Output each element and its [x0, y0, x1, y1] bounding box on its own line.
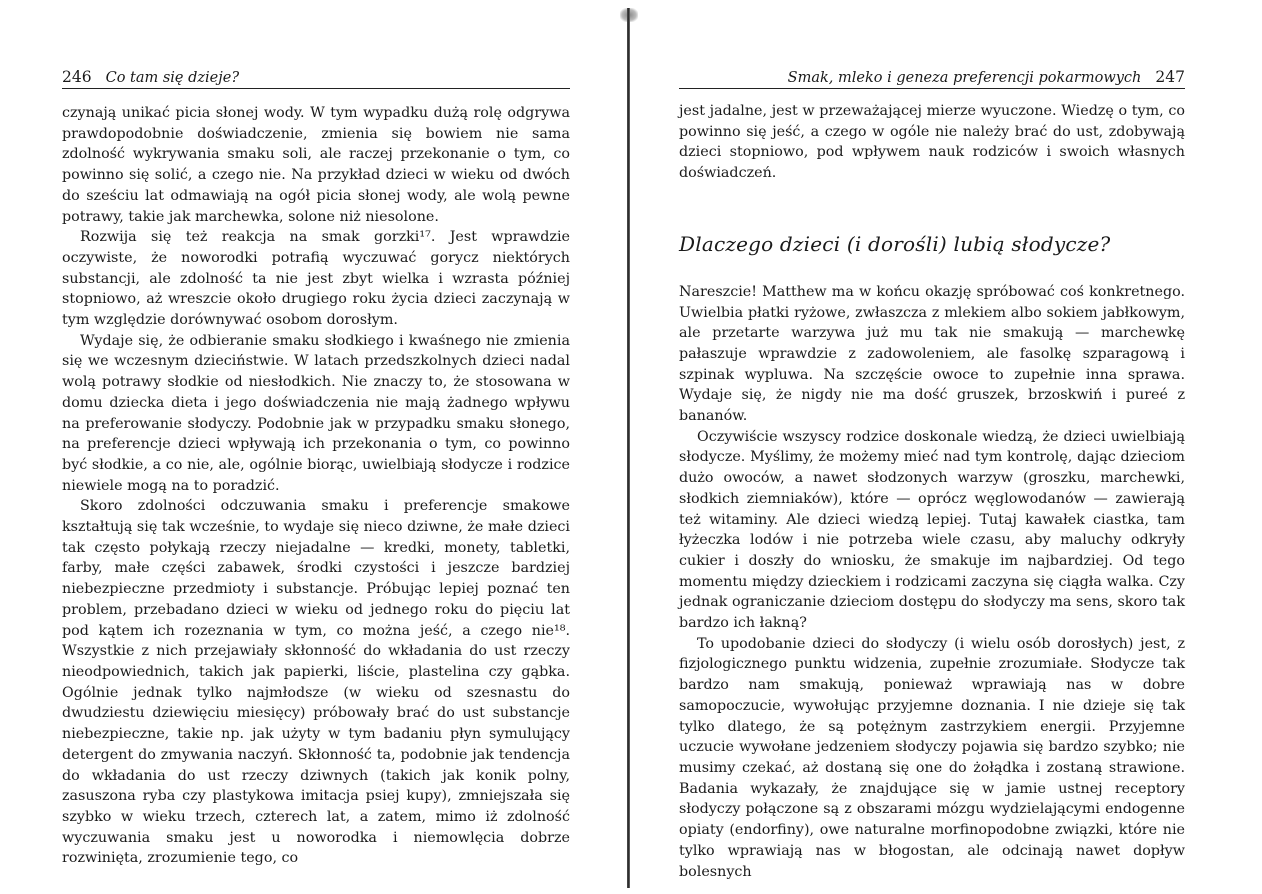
left-page — [62, 62, 570, 869]
running-head: Smak, mleko i geneza preferencji pokarmowych — [787, 70, 1142, 86]
paragraph: Wydaje się, że odbieranie smaku słodkiego i kwaśnego nie zmienia się we wczesnym dzieciństwie. W latach przedszkolnych dzieci nadal wolą potrawy słodkie od niesłodkich. Nie znaczy to, że stosowana w domu dziecka dieta i jego doświadczenia nie mają żadnego wpływu na preferowanie słodyczy. Podobnie jak w przypadku smaku słonego, na preferencje dzieci wpływają ich przekonania o tym, co powinno być słodkie, a co nie, ale, ogólnie biorąc, uwielbiają słodycze i rodzice niewiele mogą na to poradzić. — [62, 332, 570, 494]
running-head: Co tam się dzieje? — [105, 70, 240, 86]
right-page — [679, 62, 1185, 882]
right-page-header — [679, 62, 1185, 89]
paragraph: Nareszcie! Matthew ma w końcu okazję spróbować coś konkretnego. Uwielbia płatki ryżowe, zwłaszcza z mlekiem albo sokiem jabłkowym, ale przetarte warzywa już mu tak nie smakują — marchewkę pałaszuje wprawdzie z zadowoleniem, ale fasolkę szparagową i szpinak wypluwa. Na szczęście owoce to zupełnie inna sprawa. Wydaje się, że nigdy nie ma dość gruszek, brzoskwiń i pureé z bananów. — [679, 283, 1185, 425]
paragraph: Oczywiście wszyscy rodzice doskonale wiedzą, że dzieci uwielbiają słodycze. Myślimy, że możemy mieć nad tym kontrolę, dając dzieciom dużo owoców, a nawet słodzonych warzyw (groszku, marchewki, słodkich ziemniaków), które — oprócz węglowodanów — zawierają też witaminy. Ale dzieci wiedzą lepiej. Tutaj kawałek ciastka, tam łyżeczka lodów i nie potrzeba wiele czasu, aby maluchy odkryły cukier i doszły do wniosku, że smakuje im najbardziej. Od tego momentu między dzieckiem i rodzicami zaczyna się ciągła walka. Czy jednak ograniczanie dzieciom dostępu do słodyczy ma sens, skoro tak bardzo ich łakną? — [679, 428, 1185, 632]
left-page-body — [62, 103, 570, 869]
paragraph: Skoro zdolności odczuwania smaku i preferencje smakowe kształtują się tak wcześnie, to wydaje się nieco dziwne, że małe dzieci tak często połykają rzeczy niejadalne — kredki, monety, tabletki, farby, małe części zabawek, środki czystości i jeszcze bardziej niebezpieczne przedmioty i substancje. Próbując lepiej poznać ten problem, przebadano dzieci w wieku od jednego roku do pięciu lat pod kątem ich rozeznania w tym, co można jeść, a czego nie¹⁸. Wszystkie z nich przejawiały skłonność do wkładania do ust rzeczy nieodpowiednich, takich jak papierki, liście, plastelina czy gąbka. Ogólnie jednak tylko najmłodsze (w wieku od szesnastu do dwudziestu dziewięciu miesięcy) próbowały brać do ust substancje niebezpieczne, takie np. jak użyty w tym badaniu płyn symulujący detergent do zmywania naczyń. Skłonność ta, podobnie jak tendencja do wkładania do ust rzeczy dziwnych (takich jak konik polny, zasuszona ryba czy plastykowa imitacja psiej kupy), zmniejszała się szybko w wieku trzech, czterech lat, a zatem, mimo iż zdolność wyczuwania smaku jest u noworodka i niemowlęcia dobrze rozwinięta, zrozumienie tego, co — [62, 498, 570, 867]
paragraph: Rozwija się też reakcja na smak gorzki¹⁷. Jest wprawdzie oczywiste, że noworodki potrafią wyczuwać gorycz niektórych substancji, ale zdolność ta nie jest zbyt wielka i wzrasta później stopniowo, aż wreszcie około drugiego roku życia dzieci zaczynają w tym względzie dorównywać osobom dorosłym. — [62, 229, 570, 329]
paragraph: jest jadalne, jest w przeważającej mierze wyuczone. Wiedzę o tym, co powinno się jeść, a czego w ogóle nie należy brać do ust, zdobywają dzieci stopniowo, pod wpływem nauk rodziców i swoich własnych doświadczeń. — [679, 103, 1185, 182]
section-heading: Dlaczego dzieci (i dorośli) lubią słodycze? — [679, 231, 1111, 256]
paragraph: czynają unikać picia słonej wody. W tym wypadku dużą rolę odgrywa prawdopodobnie doświadczenie, zmienia się bowiem nie sama zdolność wykrywania smaku soli, ale raczej przekonanie o tym, co powinno się solić, a czego nie. Na przykład dzieci w wieku od dwóch do sześciu lat odmawiają na ogół picia słonej wody, ale wolą pewne potrawy, takie jak marchewka, solone niż niesolone. — [62, 105, 570, 225]
left-page-header — [62, 62, 570, 89]
page-number: 246 — [62, 68, 92, 86]
paragraph: To upodobanie dzieci do słodyczy (i wielu osób dorosłych) jest, z fizjologicznego punktu widzenia, zupełnie zrozumiałe. Słodycze tak bardzo nam smakują, ponieważ wprawiają nas w dobre samopoczucie, wywołując przyjemne doznania. I nie dzieje się tak tylko dlatego, że są potężnym zastrzykiem energii. Przyjemne uczucie wywołane jedzeniem słodyczy pojawia się bardzo szybko; nie musimy czekać, aż dostaną się one do żołądka i zostaną strawione. Badania wykazały, że znajdujące się w jamie ustnej receptory słodyczy połączone są z obszarami mózgu wydzielającymi endogenne opiaty (endorfiny), owe naturalne morfinopodobne związki, które nie tylko wprawiają nas w błogostan, ale odcinają nawet dopływ bolesnych — [679, 635, 1185, 880]
book-gutter — [627, 8, 630, 888]
right-page-body — [679, 101, 1185, 882]
page-number: 247 — [1155, 68, 1185, 86]
